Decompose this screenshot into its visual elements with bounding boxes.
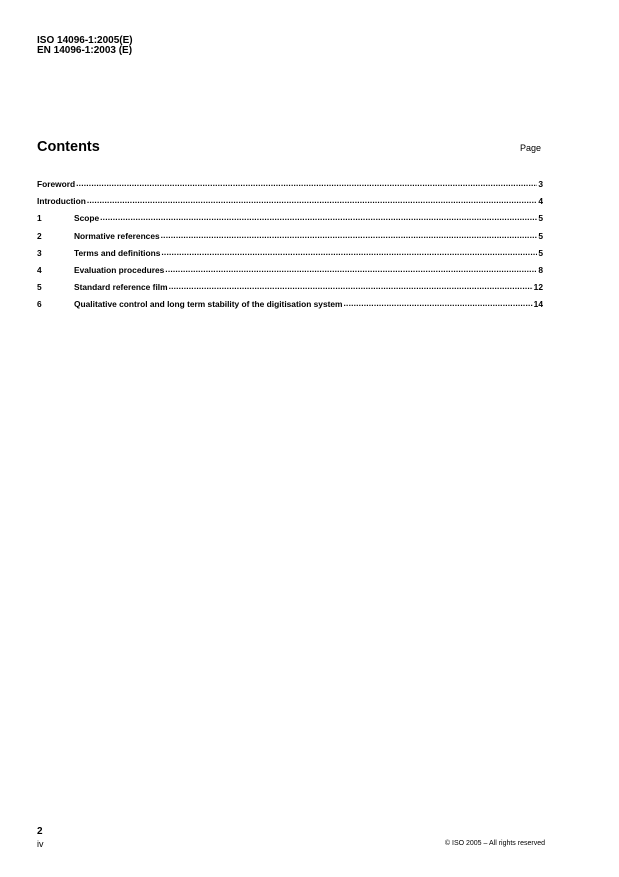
table-of-contents	[37, 179, 543, 317]
toc-entry-foreword[interactable]	[37, 179, 543, 196]
toc-entry-page: 3	[538, 179, 543, 189]
toc-entry-evaluation-procedures[interactable]	[37, 265, 543, 282]
toc-leader-dots	[100, 212, 537, 222]
toc-entry-page: 4	[538, 196, 543, 207]
toc-entry-title: Normative references	[74, 230, 160, 241]
toc-entry-page: 5	[538, 230, 543, 241]
toc-leader-dots	[165, 264, 537, 274]
toc-entry-number: 1	[37, 213, 42, 224]
toc-entry-title: Standard reference film	[74, 282, 168, 293]
iso-reference: ISO 14096-1:2005(E)	[37, 35, 133, 46]
toc-entry-introduction[interactable]	[37, 196, 543, 213]
document-header	[37, 36, 133, 55]
contents-heading: Contents	[37, 139, 100, 155]
toc-leader-dots	[76, 178, 537, 188]
toc-entry-title: Introduction	[37, 196, 86, 207]
footer-roman-page: iv	[37, 839, 44, 849]
toc-entry-number: 2	[37, 230, 42, 241]
footer-copyright: © ISO 2005 – All rights reserved	[444, 840, 545, 847]
toc-leader-dots	[161, 247, 537, 257]
toc-leader-dots	[344, 298, 533, 308]
toc-entry-number: 5	[37, 282, 42, 293]
toc-entry-number: 6	[37, 299, 42, 310]
toc-entry-page: 5	[538, 213, 543, 224]
toc-entry-title: Evaluation procedures	[74, 264, 165, 275]
page-column-heading: Page	[520, 143, 542, 153]
toc-entry-page: 12	[533, 282, 543, 293]
toc-entry-title: Qualitative control and long term stability of the digitisation system	[74, 299, 343, 310]
toc-entry-qualitative-control[interactable]	[37, 299, 543, 316]
toc-leader-dots	[87, 195, 537, 205]
toc-entry-page: 8	[538, 264, 543, 275]
footer-page-number: 2	[37, 826, 43, 837]
toc-entry-number: 4	[37, 264, 42, 275]
toc-leader-dots	[161, 230, 538, 240]
toc-entry-number: 3	[37, 247, 42, 258]
toc-entry-title: Foreword	[37, 179, 76, 189]
toc-entry-standard-reference-film[interactable]	[37, 282, 543, 299]
toc-entry-title: Scope	[74, 213, 100, 224]
toc-entry-page: 14	[533, 299, 543, 310]
toc-entry-scope[interactable]	[37, 213, 543, 230]
toc-entry-page: 5	[538, 247, 543, 258]
toc-entry-normative-references[interactable]	[37, 231, 543, 248]
toc-entry-title: Terms and definitions	[74, 247, 161, 258]
en-reference: EN 14096-1:2003 (E)	[37, 44, 133, 56]
toc-leader-dots	[169, 281, 533, 291]
toc-entry-terms-and-definitions[interactable]	[37, 248, 543, 265]
